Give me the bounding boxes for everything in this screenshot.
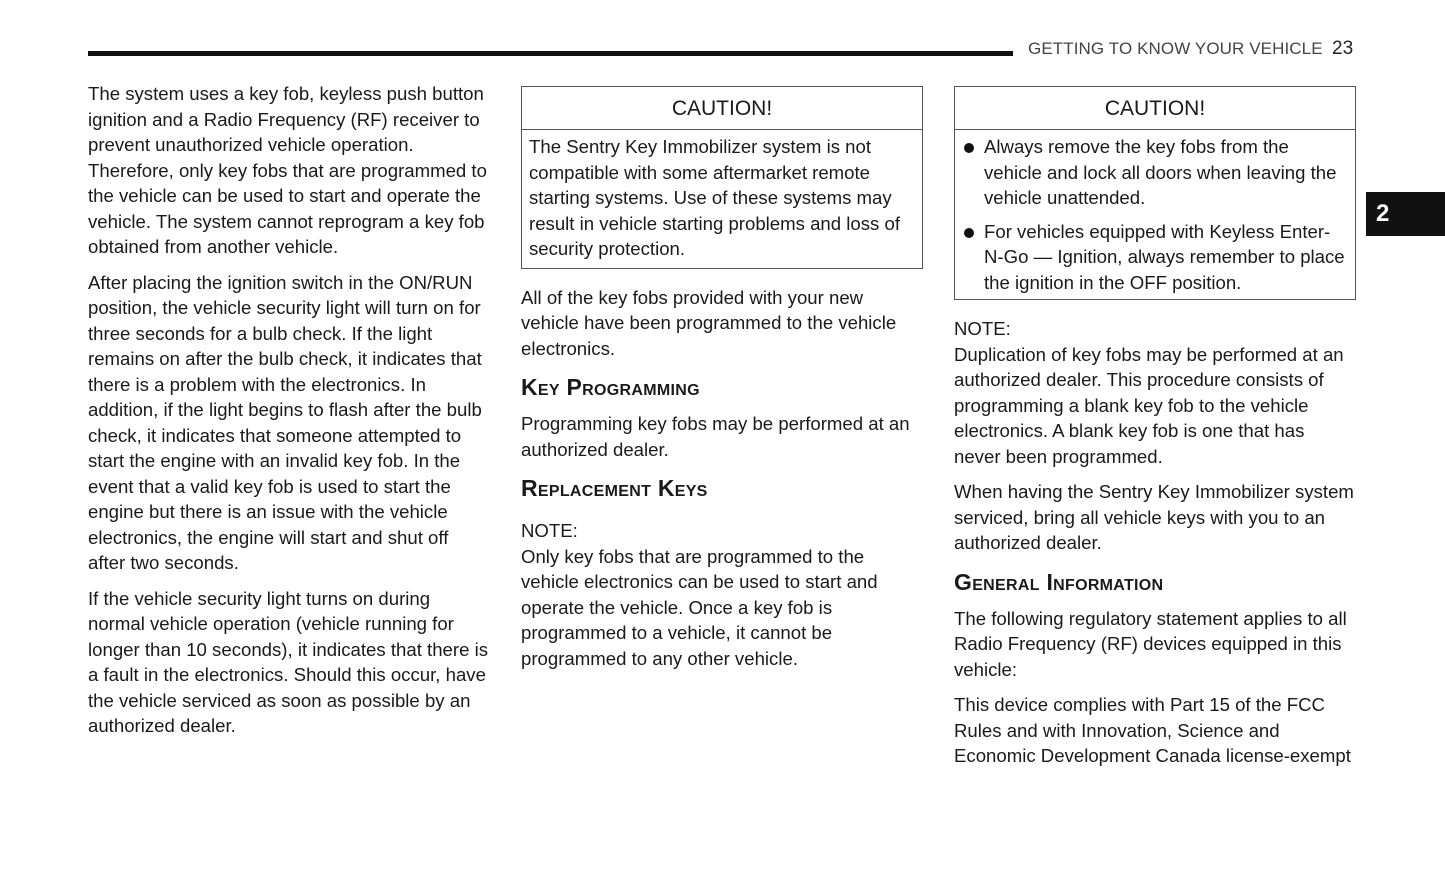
caution-item-text: Always remove the key fobs from the vehicle and lock all doors when leaving the vehicle unattended. <box>984 136 1337 208</box>
caution-title: CAUTION! <box>522 87 922 130</box>
note-label: NOTE: <box>954 318 1011 339</box>
caution-box-aftermarket <box>521 86 923 269</box>
note-label: NOTE: <box>521 520 578 541</box>
note-duplication: Duplication of key fobs may be performed at an authorized dealer. This procedure consists of programming a blank key fob to the vehicle electronics. A blank key fob is one that has never been programmed. <box>954 343 1344 467</box>
page-number: 23 <box>1332 38 1354 59</box>
caution-list-item <box>962 134 1349 211</box>
caution-list-item <box>962 219 1349 296</box>
paragraph-fobs-programmed: All of the key fobs provided with your new vehicle have been programmed to the vehicle electronics. <box>521 286 897 359</box>
bullet-icon <box>964 143 974 153</box>
caution-body <box>522 130 922 268</box>
caution-title: CAUTION! <box>955 87 1355 130</box>
caution-box-key-fobs <box>954 86 1356 300</box>
caution-list <box>955 130 1355 299</box>
chapter-tab-label: 2 <box>1376 200 1390 227</box>
paragraph-security-light-check: After placing the ignition switch in the ON/RUN position, the vehicle security light will turn on for three seconds for a bulb check. If the light remains on after the bulb check, it indicates that there is a problem with the electronics. In addition, if the light begins to flash after the bulb check, it indicates that someone attempted to start the engine with an invalid key fob. In the event that a valid key fob is used to start the engine but there is an issue with the vehicle electronics, the engine will start and shut off after two seconds. <box>88 271 482 573</box>
bullet-icon <box>964 228 974 238</box>
caution-text: The Sentry Key Immobilizer system is not compatible with some aftermarket remote starting systems. Use of these systems may result in vehicle starting problems and loss of security protection. <box>529 136 901 259</box>
section-title: GETTING TO KNOW YOUR VEHICLE <box>1028 39 1323 58</box>
paragraph-system-overview: The system uses a key fob, keyless push button ignition and a Radio Frequency (RF) receiver to prevent unauthorized vehicle operation. Therefore, only key fobs that are programmed to the vehicle can be used to start and operate the vehicle. The system cannot reprogram a key fob obtained from another vehicle. <box>88 83 487 257</box>
paragraph-regulatory-statement: The following regulatory statement applies to all Radio Frequency (RF) devices equipped in this vehicle: <box>954 607 1347 680</box>
paragraph-service-keys: When having the Sentry Key Immobilizer system serviced, bring all vehicle keys with you to an authorized dealer. <box>954 481 1354 553</box>
heading-replacement-keys: Replacement Keys <box>521 475 708 501</box>
header-rule <box>88 51 1013 56</box>
column-1 <box>88 81 490 749</box>
caution-item-text: For vehicles equipped with Keyless Enter-N-Go — Ignition, always remember to place the ignition in the OFF position. <box>984 220 1345 293</box>
heading-general-information: General Information <box>954 568 1164 595</box>
heading-key-programming: Key Programming <box>521 374 700 400</box>
chapter-tab <box>1366 192 1445 236</box>
paragraph-key-programming: Programming key fobs may be performed at an authorized dealer. <box>521 413 910 460</box>
column-3 <box>954 86 1356 779</box>
paragraph-security-light-fault: If the vehicle security light turns on during normal vehicle operation (vehicle running for longer than 10 seconds), it indicates that there is a fault in the electronics. Should this occur, have the vehicle serviced as soon as possible by an authorized dealer. <box>88 587 489 736</box>
column-2 <box>521 86 923 681</box>
paragraph-fcc-compliance: This device complies with Part 15 of the FCC Rules and with Innovation, Science and Economic Development Canada license-exempt <box>954 694 1351 766</box>
note-replacement-keys: Only key fobs that are programmed to the vehicle electronics can be used to start and operate the vehicle. Once a key fob is programmed to a vehicle, it cannot be programmed to any other vehicle. <box>521 545 878 669</box>
